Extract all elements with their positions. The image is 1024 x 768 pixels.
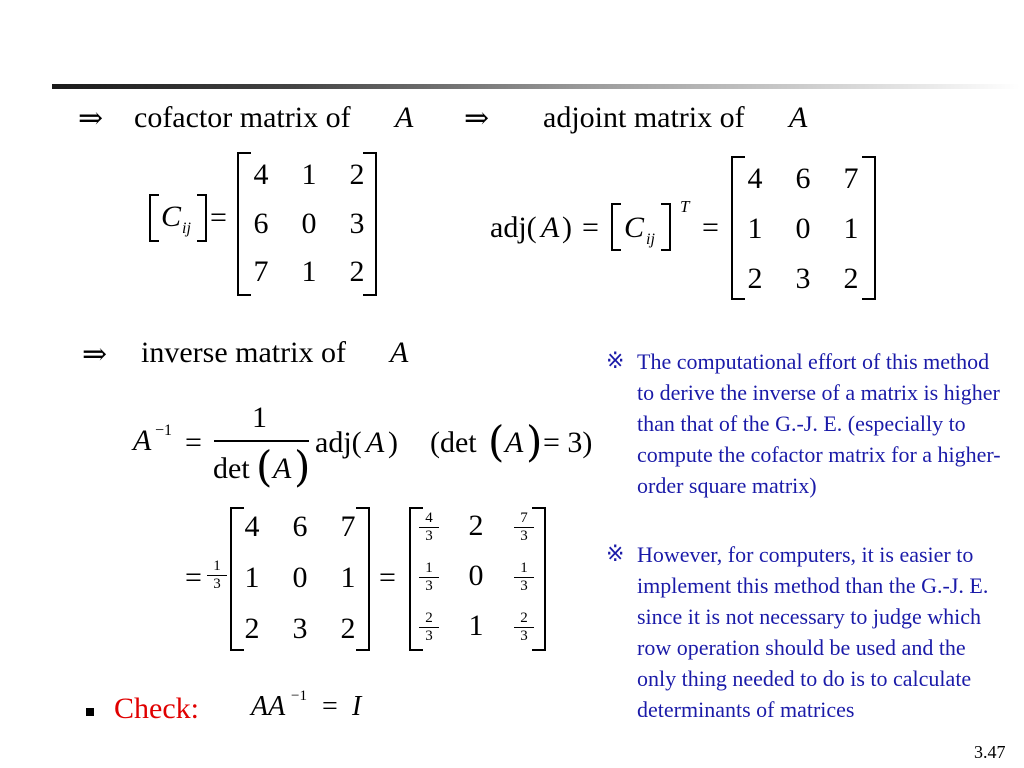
inverse-superscript: −1 (155, 422, 173, 439)
paren: ( (488, 417, 505, 466)
adj-close-paren: ) (388, 426, 398, 459)
matrix-cell: 6 (253, 207, 269, 240)
matrix-cell: 2 (244, 612, 260, 645)
matrix-cell: 1 (301, 255, 317, 288)
paren: ) (294, 442, 311, 491)
matrix-cell-fraction: 1 3 (514, 561, 534, 594)
matrix-cell: 4 (253, 158, 269, 191)
note-text: However, for computers, it is easier to implement this method than the G.-J. E. since it is not necessary to judge which row operation should be used and the only thing needed to do is to calculate determinants of matrices (637, 542, 989, 722)
matrix-cell: 1 (843, 212, 859, 245)
note-computer-implementation (606, 539, 1001, 725)
adj-var: A (366, 426, 385, 459)
check-expr-identity: I (352, 691, 362, 722)
cofactor-symbol: C (624, 211, 645, 244)
adj-var: A (541, 211, 560, 244)
equals-sign: = (582, 211, 599, 244)
adj-function: adj( (315, 426, 362, 459)
matrix-cell: 2 (349, 158, 365, 191)
fraction-denominator-fn: det (213, 452, 250, 485)
adj-function: adj( (490, 211, 537, 244)
matrix-cell: 3 (292, 612, 308, 645)
matrix-cell: 4 (747, 162, 763, 195)
cofactor-heading-var: A (395, 101, 414, 134)
check-expr-equals: = (322, 691, 338, 722)
adjoint-matrix (731, 156, 876, 300)
matrix-cell-fraction: 4 3 (419, 511, 439, 544)
matrix-cell: 1 (747, 212, 763, 245)
det-note-var: A (505, 426, 524, 459)
equals-sign: = (702, 211, 719, 244)
reference-mark-icon: ※ (606, 542, 625, 567)
page-number: 3.47 (974, 742, 1006, 762)
matrix-cell: 6 (795, 162, 811, 195)
fraction-denominator-var: A (273, 452, 292, 485)
transpose-superscript: T (680, 197, 690, 216)
adj-close-paren: ) (562, 211, 572, 244)
reference-mark-icon: ※ (606, 349, 625, 374)
cofactor-lhs (149, 194, 207, 240)
matrix-cell: 0 (468, 559, 484, 592)
matrix-cell: 7 (253, 255, 269, 288)
matrix-cell: 2 (468, 509, 484, 542)
matrix-cell: 3 (795, 262, 811, 295)
adjoint-matrix-repeat (230, 507, 370, 651)
implies-arrow: ⇒ (78, 101, 104, 136)
matrix-cell: 2 (843, 262, 859, 295)
matrix-cell: 3 (349, 207, 365, 240)
matrix-cell: 4 (244, 510, 260, 543)
matrix-cell: 7 (843, 162, 859, 195)
matrix-cell: 2 (747, 262, 763, 295)
paren: ( (256, 442, 273, 491)
equals-sign: = (210, 201, 227, 234)
adjoint-heading: adjoint matrix of (543, 101, 745, 134)
equals-sign: = (185, 426, 202, 459)
implies-arrow: ⇒ (464, 101, 490, 136)
equals-sign: = (379, 561, 396, 594)
matrix-cell-fraction: 7 3 (514, 511, 534, 544)
cofactor-heading: cofactor matrix of (134, 101, 351, 134)
fraction-numerator: 1 (252, 401, 267, 434)
check-label: Check: (114, 692, 199, 725)
det-note-rest: = 3) (543, 426, 593, 459)
cofactor-subscript: ij (646, 231, 655, 248)
matrix-cell: 6 (292, 510, 308, 543)
matrix-cell: 0 (795, 212, 811, 245)
matrix-cell: 1 (301, 158, 317, 191)
note-text: The computational effort of this method to derive the inverse of a matrix is higher than that of the G.-J. E. (especially to compute the cofactor matrix for a higher-order square matrix) (637, 349, 1001, 498)
inverse-matrix (409, 507, 546, 651)
matrix-cell: 1 (468, 609, 484, 642)
cofactor-matrix (237, 152, 377, 296)
paren: ) (526, 417, 543, 466)
matrix-cell-fraction: 2 3 (514, 611, 534, 644)
adjoint-cofactor-bracket (611, 203, 671, 249)
matrix-cell: 1 (244, 561, 260, 594)
inverse-heading: inverse matrix of (141, 336, 346, 369)
title-divider-rule (52, 84, 1020, 89)
matrix-cell: 0 (292, 561, 308, 594)
scalar-fraction: 1 3 (207, 559, 227, 592)
inverse-lhs: A (133, 424, 152, 457)
bullet-icon (86, 708, 94, 716)
adjoint-heading-var: A (789, 101, 808, 134)
matrix-cell: 2 (340, 612, 356, 645)
note-computational-effort (606, 346, 1001, 501)
matrix-cell-fraction: 2 3 (419, 611, 439, 644)
cofactor-symbol: C (161, 200, 182, 233)
check-expr-superscript: −1 (291, 688, 307, 704)
implies-arrow: ⇒ (82, 337, 108, 372)
equals-sign: = (185, 561, 202, 594)
matrix-cell: 2 (349, 255, 365, 288)
det-note-open: (det (430, 426, 477, 459)
matrix-cell: 1 (340, 561, 356, 594)
check-expr-aa: AA (251, 691, 286, 722)
cofactor-subscript: ij (182, 220, 191, 237)
inverse-heading-var: A (390, 336, 409, 369)
matrix-cell: 7 (340, 510, 356, 543)
matrix-cell: 0 (301, 207, 317, 240)
matrix-cell-fraction: 1 3 (419, 561, 439, 594)
